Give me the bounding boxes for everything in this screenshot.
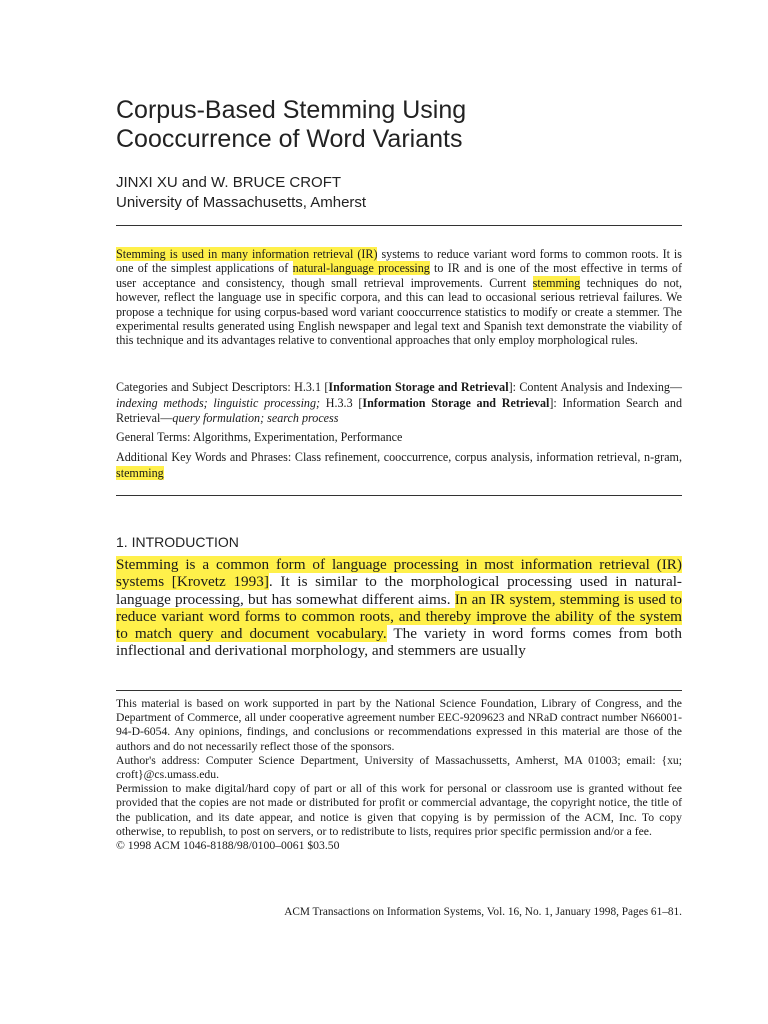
- abstract-end-rule: [116, 495, 682, 496]
- title-line-2: Cooccurrence of Word Variants: [116, 125, 463, 153]
- footnote-funding: This material is based on work supported in part by the National Science Foundation, Library of Congress, and the Department of Commerce, all under cooperative agreement number EEC-9209623 and NRaD contract number N66001-94-D-6054. Any opinions, findings, and conclusions or recommendations expressed in this material are those of the authors and do not necessarily reflect those of the sponsors.: [116, 697, 682, 753]
- categories-text-3: ]: Information Search and Retrieval—: [116, 395, 683, 425]
- abstract-text-3: techniques do not, however, reflect the language use in specific corpora, and this can lead to occasional serious retrieval failures. We propose a technique for using corpus-based word variant cooccurrence statistics to modify or create a stemmer. The experimental results generated using English newspaper and legal text and Spanish text demonstrate the viability of this technique and its advantages relative to conventional approaches that only employ morphological rules.: [116, 275, 682, 348]
- categories-text-2: H.3.3 [: [320, 395, 363, 410]
- introduction-paragraph: [116, 556, 682, 660]
- abstract-highlight-1: Stemming is used in many information retrieval (IR): [116, 247, 378, 261]
- categories-descriptors: [116, 380, 682, 427]
- keywords-text: Additional Key Words and Phrases: Class refinement, cooccurrence, corpus analysis, information retrieval, n-gram,: [116, 450, 682, 464]
- footnote-address: Author's address: Computer Science Department, University of Massachussetts, Amherst, MA 01003; email: {xu; croft}@cs.umass.edu.: [116, 753, 682, 782]
- footnote-permission: Permission to make digital/hard copy of part or all of this work for personal or classroom use is granted without fee provided that the copies are not made or distributed for profit or commercial advantage, the copyright notice, the title of the publication, and its date appear, and notice is given that copying is by permission of the ACM, Inc. To copy otherwise, to republish, to post on servers, or to redistribute to lists, requires prior specific permission and/or a fee.: [116, 782, 682, 838]
- header-rule: [116, 225, 682, 226]
- abstract-highlight-2: natural-language processing: [292, 261, 430, 276]
- section-heading-introduction: 1. INTRODUCTION: [116, 534, 239, 550]
- footnote-copyright: © 1998 ACM 1046-8188/98/0100–0061 $03.50: [116, 839, 340, 853]
- footnote-rule: [116, 690, 682, 691]
- key-words: [116, 450, 682, 481]
- journal-citation: ACM Transactions on Information Systems, Vol. 16, No. 1, January 1998, Pages 61–81.: [284, 906, 682, 918]
- categories-bold-1: Information Storage and Retrieval: [328, 380, 509, 394]
- intro-highlight-2: In an IR system, stemming is used to reduce variant word forms to common roots, and thereby improve the ability of the system to match query and document vocabulary.: [116, 590, 682, 643]
- title-line-1: Corpus-Based Stemming Using: [116, 96, 467, 124]
- categories-text-1: ]: Content Analysis and Indexing—: [508, 380, 683, 394]
- abstract: [116, 247, 682, 348]
- abstract-text-2: to IR and is one of the most effective in terms of user acceptance and consistency, though small retrieval improvements. Current: [116, 261, 682, 290]
- author-affiliation: University of Massachusetts, Amherst: [116, 194, 367, 211]
- abstract-text-1: systems to reduce variant word forms to common roots. It is one of the simplest applications of: [116, 247, 682, 276]
- footnote: [116, 697, 682, 853]
- intro-highlight-1: Stemming is a common form of language processing in most information retrieval (IR) systems [Krovetz 1993]: [116, 556, 682, 591]
- general-terms: General Terms: Algorithms, Experimentation, Performance: [116, 430, 403, 444]
- paper-title: [116, 96, 466, 154]
- intro-text-1: . It is similar to the morphological processing used in natural-language processing, but has somewhat different aims.: [116, 573, 682, 608]
- keywords-highlight: stemming: [116, 465, 164, 480]
- intro-text-2: The variety in word forms comes from both inflectional and derivational morphology, and stemmers are usually: [116, 625, 682, 660]
- author-names: JINXI XU and W. BRUCE CROFT: [116, 174, 342, 191]
- abstract-highlight-3: stemming: [532, 275, 581, 290]
- categories-italic-2: query formulation; search process: [172, 411, 339, 425]
- categories-italic-1: indexing methods; linguistic processing;: [116, 395, 321, 410]
- categories-prefix: Categories and Subject Descriptors: H.3.1 [: [116, 380, 329, 394]
- categories-bold-2: Information Storage and Retrieval: [362, 395, 550, 410]
